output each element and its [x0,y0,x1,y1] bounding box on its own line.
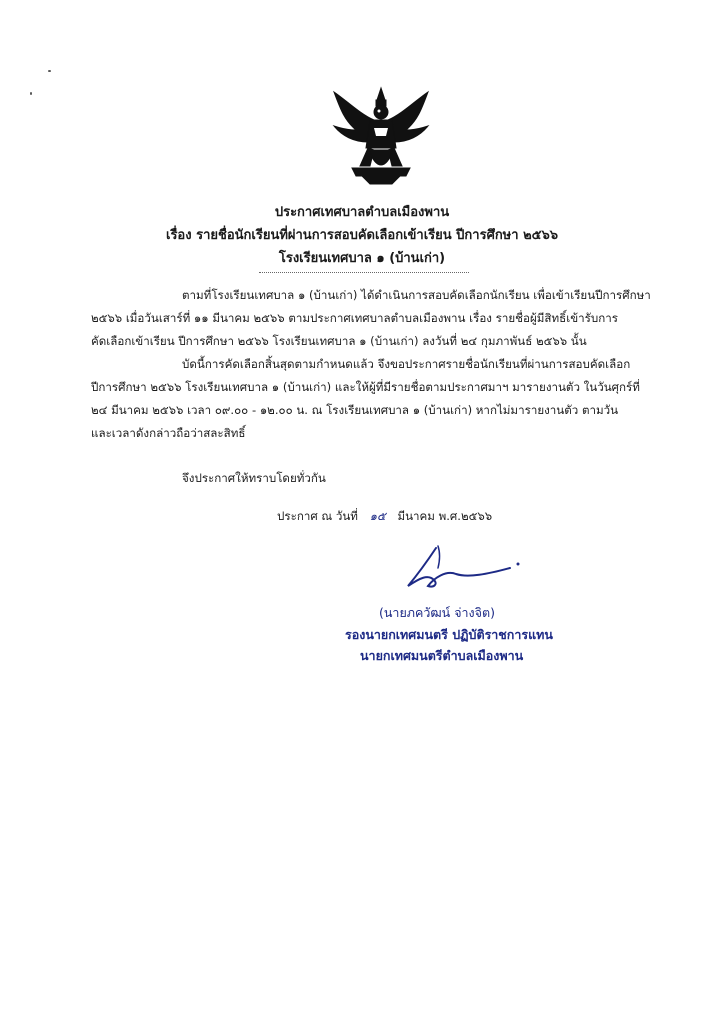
announcement-title: ประกาศเทศบาลตำบลเมืองพาน [274,205,450,220]
date-prefix: ประกาศ ณ วันที่ [277,509,358,523]
school-name: โรงเรียนเทศบาล ๑ (บ้านเก่า) [278,251,446,266]
scan-speck [30,92,32,95]
paragraph-2-line-3: ๒๔ มีนาคม ๒๕๖๖ เวลา ๐๙.๐๐ - ๑๒.๐๐ น. ณ โรงเรียนเทศบาล ๑ (บ้านเก่า) หากไม่มารายงานตัว ตามวัน [91,403,619,417]
date-day-handwritten: ๑๕ [369,509,386,523]
paragraph-1-line-3: คัดเลือกเข้าเรียน ปีการศึกษา ๒๕๖๖ โรงเรียนเทศบาล ๑ (บ้านเก่า) ลงวันที่ ๒๔ กุมภาพันธ์ ๒๕๖๖ นั้น [91,334,587,348]
announcement-subject: เรื่อง รายชื่อนักเรียนที่ผ่านการสอบคัดเลือกเข้าเรียน ปีการศึกษา ๒๕๖๖ [166,228,558,243]
garuda-emblem-icon [330,86,432,186]
scan-speck [48,70,51,72]
closing-statement: จึงประกาศให้ทราบโดยทั่วกัน [182,471,326,485]
date-line [277,508,492,524]
signatory-position: รองนายกเทศมนตรี ปฏิบัติราชการแทน [345,627,553,642]
date-month-year: มีนาคม พ.ศ.๒๕๖๖ [397,509,493,523]
signatory-name: (นายภควัฒน์ จ่างจิต) [379,605,495,620]
paragraph-2-line-1: บัดนี้การคัดเลือกสิ้นสุดตามกำหนดแล้ว จึงขอประกาศรายชื่อนักเรียนที่ผ่านการสอบคัดเลือก [182,357,631,371]
signatory-organization: นายกเทศมนตรีตำบลเมืองพาน [360,648,524,663]
paragraph-1-line-1: ตามที่โรงเรียนเทศบาล ๑ (บ้านเก่า) ได้ดำเนินการสอบคัดเลือกนักเรียน เพื่อเข้าเรียนปีการศึกษา [182,288,651,302]
header-divider [259,272,469,273]
paragraph-2-line-2: ปีการศึกษา ๒๕๖๖ โรงเรียนเทศบาล ๑ (บ้านเก่า) และให้ผู้ที่มีรายชื่อตามประกาศมาฯ มารายงานตัว ในวันศุกร์ที่ [91,380,640,394]
handwritten-signature [398,540,538,592]
paragraph-1-line-2: ๒๕๖๖ เมื่อวันเสาร์ที่ ๑๑ มีนาคม ๒๕๖๖ ตามประกาศเทศบาลตำบลเมืองพาน เรื่อง รายชื่อผู้มีสิทธิ์เข้ารับการ [91,311,618,325]
paragraph-2-line-4: และเวลาดังกล่าวถือว่าสละสิทธิ์ [91,426,246,440]
